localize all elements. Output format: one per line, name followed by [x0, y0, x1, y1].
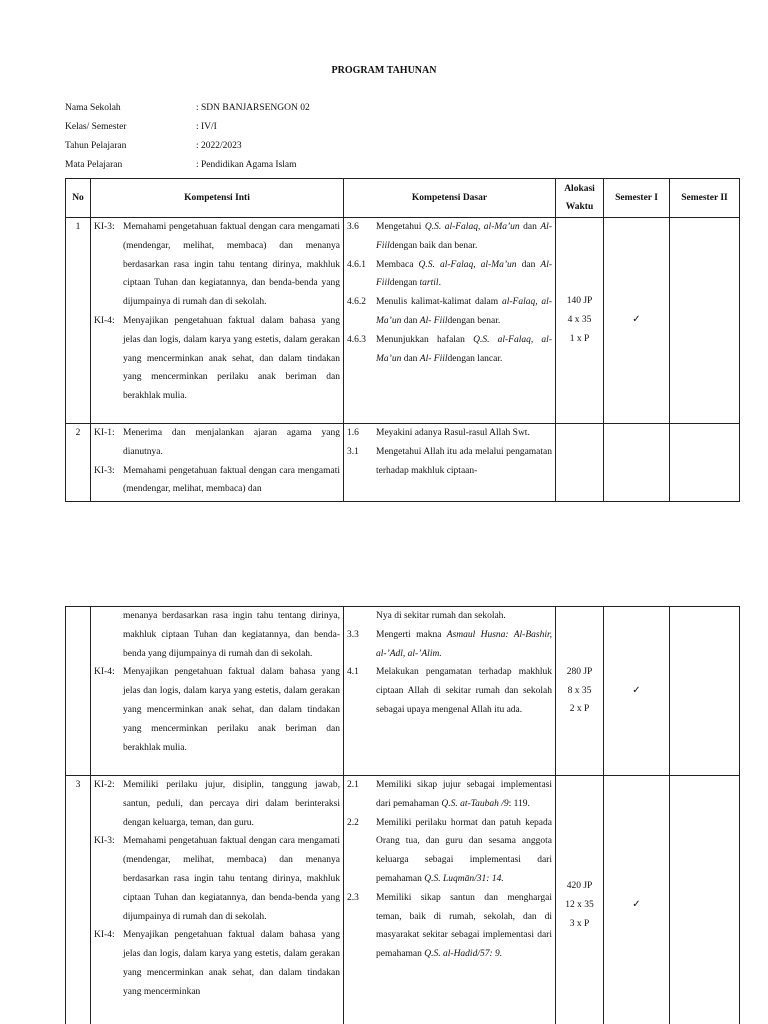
kd-item: [344, 626, 555, 664]
kd-code: 2.2: [347, 817, 359, 828]
kd-item: [344, 293, 555, 331]
meta-label: Nama Sekolah: [65, 103, 121, 114]
kd-text-part: Mengerti makna: [376, 629, 447, 640]
kd-text-part: : 119.: [508, 798, 530, 809]
kd-text-part: dengan lancar.: [447, 353, 503, 364]
ki-cell: [91, 424, 344, 502]
header-ki: Kompetensi Inti: [91, 179, 344, 218]
kd-cell: [344, 776, 556, 1024]
ki-cell: [91, 218, 344, 424]
meta-value: : 2022/2023: [196, 141, 242, 152]
kd-item: [344, 424, 555, 443]
kd-text-part: dengan baik dan benar.: [389, 240, 478, 251]
kd-item: [344, 256, 555, 294]
table-row: [66, 776, 740, 1024]
alloc-meetings: 3 x P: [569, 918, 590, 929]
kd-code: 4.6.1: [347, 259, 366, 270]
semester-1-check: ✓: [604, 607, 670, 776]
kd-code: 1.6: [347, 428, 359, 438]
kd-code: 4.6.2: [347, 297, 366, 308]
semester-2-check: [670, 776, 740, 1024]
header-no: No: [66, 179, 91, 218]
kd-text-part: Membaca: [376, 259, 419, 270]
kd-item: [344, 889, 555, 964]
alloc-weeks: 4 x 35: [567, 315, 592, 326]
kd-code: 4.1: [347, 667, 359, 678]
meta-row-year: [65, 137, 465, 156]
kd-text-part: Mengetahui: [376, 222, 425, 232]
ki-code: KI-3:: [94, 836, 115, 847]
kd-text-italic: Q.S. al-Falaq, al-Ma’un: [418, 259, 517, 270]
kd-item: [344, 331, 555, 369]
kd-text-part: Memiliki sikap santun dan menghargai teman, baik di rumah, sekolah, dan di masyarakat sekitar sebagai implementasi dari pemahaman: [376, 892, 552, 960]
kd-text: Meyakini adanya Rasul-rasul Allah Swt.: [376, 428, 530, 438]
ki-code: KI-3:: [94, 222, 115, 232]
time-allocation: [556, 218, 604, 424]
semester-2-check: [670, 424, 740, 502]
semester-2-check: [670, 607, 740, 776]
kd-text-italic: Q.S. al-Falaq, al-Ma’un: [424, 222, 520, 232]
ki-code: KI-2:: [94, 780, 115, 790]
kd-text-part: Memiliki perilaku hormat dan patuh kepada Orang tua, dan guru dan sesama anggota keluarga sebagai implementasi dari pemahaman: [376, 817, 552, 884]
ki-item: [91, 776, 343, 832]
kd-text-italic: Asmaul Husna: Al-Bashir, al-’Adl, al-’Alim.: [376, 629, 552, 659]
ki-item: [91, 926, 343, 1001]
ki-code: KI-1:: [94, 428, 115, 438]
kd-text-part: dan: [516, 259, 541, 270]
header-kd: Kompetensi Dasar: [344, 179, 556, 218]
ki-item: [91, 424, 343, 462]
time-allocation: [556, 776, 604, 1024]
ki-text-continued: menanya berdasarkan rasa ingin tahu tentang dirinya, makhluk ciptaan Tuhan dan kegiatannya, dan benda-benda yang dijumpainya di rumah dan di sekolah.: [123, 611, 340, 659]
row-number: [66, 607, 91, 776]
kd-cell: [344, 424, 556, 502]
ki-text: Memahami pengetahuan faktual dengan cara mengamati (mendengar, melihat, membaca) dan: [123, 465, 340, 495]
ki-text: Menerima dan menjalankan ajaran agama yang dianutnya.: [123, 428, 340, 457]
row-number: 3: [66, 776, 91, 1024]
kd-code: 4.6.3: [347, 334, 366, 345]
kd-code: 2.1: [347, 780, 359, 790]
header-sem1: Semester I: [604, 179, 670, 218]
kd-item: [344, 663, 555, 719]
kd-text-part: dan: [401, 315, 420, 326]
kd-text-italic: Q.S. al-Hadid/57: 9.: [424, 949, 503, 960]
ki-cell: [91, 776, 344, 1024]
ki-item: [91, 218, 343, 312]
semester-1-check: [604, 424, 670, 502]
header-alokasi-line1: Alokasi: [564, 184, 595, 194]
ki-item: [91, 663, 343, 757]
kd-text: [376, 814, 552, 889]
alloc-weeks: 12 x 35: [565, 900, 594, 911]
meta-label: Tahun Pelajaran: [65, 141, 127, 152]
kd-text-italic: Al- Fiil: [376, 259, 552, 289]
kd-text-part: Menunjukkan hafalan: [376, 334, 474, 345]
semester-2-check: [670, 218, 740, 424]
ki-item: [91, 832, 343, 926]
header-alokasi-line2: Waktu: [565, 202, 594, 212]
kd-text-italic: Q.S. Luqmān/31: 14.: [424, 873, 504, 884]
page-title: PROGRAM TAHUNAN: [331, 65, 437, 76]
meta-label: Kelas/ Semester: [65, 122, 127, 133]
kd-cell: [344, 607, 556, 776]
kd-text-part: dengan benar.: [447, 315, 501, 326]
kd-code: 3.6: [347, 222, 359, 232]
kd-code: 3.1: [347, 446, 359, 457]
kd-text-italic: Al- Fiil: [419, 353, 448, 364]
meta-value: : Pendidikan Agama Islam: [196, 160, 297, 171]
time-allocation: [556, 424, 604, 502]
meta-value: : SDN BANJARSENGON 02: [196, 103, 310, 114]
alloc-meetings: 1 x P: [569, 333, 590, 344]
ki-text: Memiliki perilaku jujur, disiplin, tanggung jawab, santun, peduli, dan percaya diri dalam berinteraksi dengan keluarga, teman, dan guru.: [123, 780, 340, 828]
kd-text-part: dan: [519, 222, 541, 232]
time-allocation: [556, 607, 604, 776]
kd-text-part: .: [438, 278, 441, 289]
kd-text-italic: al-Falaq, al-Ma’un: [376, 297, 552, 326]
ki-text: Memahami pengetahuan faktual dengan cara mengamati (mendengar, melihat, membaca) dan menanya berdasarkan rasa ingin tahu tentang dirinya, makhluk ciptaan Tuhan dan kegiatannya, dan benda-benda yang dijumpainya di rumah dan di sekolah.: [123, 836, 340, 922]
ki-code: KI-4:: [94, 667, 115, 678]
semester-1-check: ✓: [604, 218, 670, 424]
kd-text: [376, 218, 552, 256]
semester-1-check: ✓: [604, 776, 670, 1024]
kd-text-italic: Al- Fiil: [376, 222, 552, 251]
kd-code: 2.3: [347, 892, 359, 903]
kd-text: Mengetahui Allah itu ada melalui pengamatan terhadap makhluk ciptaan-: [376, 446, 552, 476]
header-alokasi: [556, 179, 604, 218]
kd-text-italic: Q.S. at-Taubah /9: [441, 798, 509, 809]
ki-item: [91, 462, 343, 500]
ki-code: KI-4:: [94, 930, 115, 941]
kd-text: [376, 293, 552, 331]
school-info: [65, 99, 465, 175]
kd-text: [376, 256, 552, 294]
ki-cell: [91, 607, 344, 776]
alloc-jp: 140 JP: [566, 296, 593, 307]
kd-text: [376, 776, 552, 814]
meta-row-school: [65, 99, 465, 118]
header-sem2: Semester II: [670, 179, 740, 218]
ki-text: Menyajikan pengetahuan faktual dalam bahasa yang jelas dan logis, dalam karya yang estetis, dalam gerakan yang mencerminkan anak sehat, dan dalam tindakan yang mencerminkan perilaku anak beriman dan berakhlak mulia.: [123, 667, 340, 753]
kd-text: [376, 331, 552, 369]
alloc-meetings: 2 x P: [569, 704, 590, 715]
annual-program-table-page-2: [65, 606, 740, 1024]
table-header-row: [66, 179, 740, 218]
kd-cell: [344, 218, 556, 424]
row-number: 2: [66, 424, 91, 502]
kd-item: [344, 443, 555, 481]
ki-item: [91, 312, 343, 406]
kd-text: [376, 889, 552, 964]
ki-code: KI-4:: [94, 315, 115, 326]
kd-item: [344, 814, 555, 889]
ki-code: KI-3:: [94, 465, 115, 476]
annual-program-table-page-1: [65, 178, 740, 502]
table-row: [66, 218, 740, 424]
ki-text: Memahami pengetahuan faktual dengan cara mengamati (mendengar, melihat, membaca) dan menanya berdasarkan rasa ingin tahu tentang dirinya, makhluk ciptaan Tuhan dan kegiatannya, dan benda-benda yang dijumpainya di rumah dan di sekolah.: [123, 222, 340, 308]
kd-code: 3.3: [347, 629, 359, 640]
ki-text: Menyajikan pengetahuan faktual dalam bahasa yang jelas dan logis, dalam karya yang estetis, dalam gerakan yang mencerminkan anak sehat, dan dalam tindakan yang mencerminkan perilaku anak beriman dan berakhlak mulia.: [123, 315, 340, 402]
meta-row-class: [65, 118, 465, 137]
row-number: 1: [66, 218, 91, 424]
table-row: [66, 607, 740, 776]
kd-text: [376, 626, 552, 664]
kd-text-italic: tartil: [419, 278, 439, 289]
kd-text-italic: Q.S. al-Falaq, al-Ma’un: [376, 334, 552, 364]
kd-item: [344, 776, 555, 814]
kd-text-part: Menulis kalimat-kalimat dalam: [376, 297, 502, 308]
kd-text-italic: Al- Fiil: [419, 315, 448, 326]
meta-label: Mata Pelajaran: [65, 160, 123, 171]
kd-text-part: Memiliki sikap jujur sebagai implementasi dari pemahaman: [376, 780, 552, 809]
meta-value: : IV/I: [196, 122, 217, 133]
alloc-weeks: 8 x 35: [567, 685, 592, 696]
kd-text-continued: Nya di sekitar rumah dan sekolah.: [376, 611, 506, 621]
kd-text: Melakukan pengamatan terhadap makhluk ciptaan Allah di sekitar rumah dan sekolah sebagai upaya mengenal Allah itu ada.: [376, 667, 552, 715]
kd-item: [344, 218, 555, 256]
meta-row-subject: [65, 156, 465, 175]
alloc-jp: 420 JP: [566, 881, 593, 892]
kd-text-part: dan: [401, 353, 420, 364]
kd-text-part: dengan: [389, 278, 420, 289]
table-row: [66, 424, 740, 502]
ki-text: Menyajikan pengetahuan faktual dalam bahasa yang jelas dan logis, dalam karya yang estetis, dalam gerakan yang mencerminkan anak sehat, dan dalam tindakan yang mencerminkan: [123, 930, 340, 997]
alloc-jp: 280 JP: [566, 666, 593, 677]
